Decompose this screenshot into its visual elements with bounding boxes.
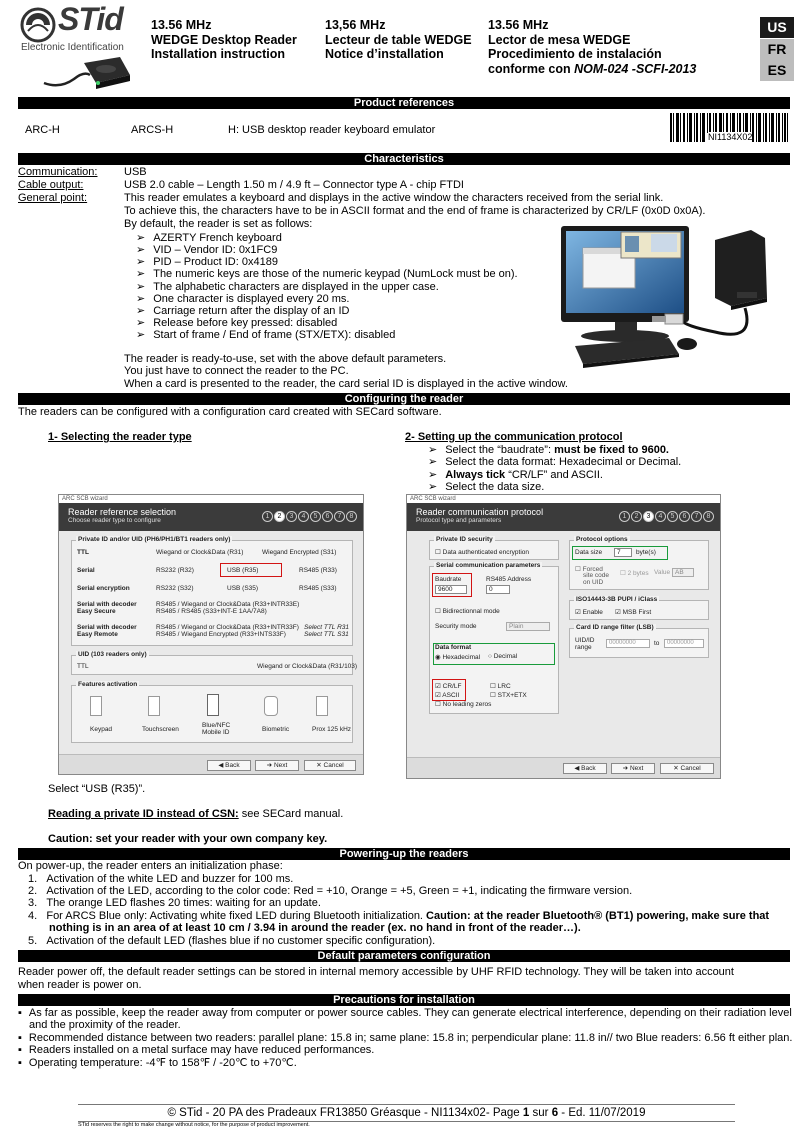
two-bytes-checkbox[interactable]: ☐ 2 bytes — [620, 570, 649, 577]
footer-address: © STid - 20 PA des Pradeaux FR13850 Gréasque - NI1134x02- Page — [167, 1107, 523, 1119]
wizard-step-current[interactable]: 2 — [274, 511, 285, 522]
card-range-title: Card ID range filter (LSB) — [576, 624, 654, 631]
lrc-checkbox[interactable]: ☐ LRC — [490, 683, 511, 690]
wizard1-features-group — [71, 681, 353, 743]
opt-decoder-1a[interactable]: RS485 / Wiegand or Clock&Data (R33+INTR33E) — [156, 601, 300, 608]
general-label: General point: — [18, 192, 88, 204]
header-es-freq: 13.56 MHz — [488, 18, 549, 32]
range-to-input[interactable]: 00000000 — [664, 639, 704, 648]
barcode-text: NI1134X02 — [708, 132, 753, 142]
security-mode-select[interactable]: Plain — [506, 622, 550, 631]
uid-range-label: UID/ID range — [575, 637, 595, 651]
lrc-label: LRC — [497, 683, 511, 690]
powering-step-text: Activation of the white LED and buzzer for 100 ms. — [46, 873, 294, 885]
ascii-label: ASCII — [442, 692, 460, 699]
section-powering: Powering-up the readers — [18, 848, 790, 860]
stid-logo — [20, 1, 132, 53]
private-id-security-title: Private ID security — [436, 536, 493, 543]
next-label: Next — [273, 762, 288, 769]
bidirectional-checkbox[interactable]: ☐ Bidirectionnal mode — [435, 608, 500, 615]
private-id-note — [48, 808, 343, 820]
baudrate-select[interactable]: 9600 — [435, 585, 467, 594]
biometric-icon — [264, 696, 278, 716]
default-setting: ➢ Release before key pressed: disabled — [136, 316, 337, 329]
feature-biometric[interactable]: Biometric — [262, 726, 290, 733]
opt-r33[interactable]: RS485 (R33) — [299, 567, 337, 574]
footer-sur: sur — [529, 1107, 552, 1119]
wizard-step[interactable]: 8 — [703, 511, 714, 522]
opt-r32[interactable]: RS232 (R32) — [156, 567, 194, 574]
footer-disclaimer: STid reserves the right to make change without notice, for the purpose of product improvement. — [78, 1122, 310, 1128]
hex-radio[interactable]: ◉ Hexadecimal — [435, 654, 481, 661]
back-label: Back — [225, 762, 240, 769]
value-label: Value — [654, 569, 671, 576]
enable-checkbox[interactable]: ☑ Enable — [575, 609, 603, 616]
rs485-label: RS485 Address — [486, 576, 532, 583]
next-button[interactable]: ➜ Next — [611, 763, 655, 774]
wizard-step[interactable]: 2 — [631, 511, 642, 522]
pc-reader-illustration — [555, 222, 783, 372]
lang-tab-es[interactable]: ES — [760, 60, 794, 81]
row-serial-encryption: Serial encryption — [77, 585, 130, 592]
default-setting: ➢ The numeric keys are those of the numeric keypad (NumLock must be on). — [136, 267, 518, 280]
footer-text — [78, 1107, 735, 1119]
wizard-communication-protocol — [406, 494, 721, 779]
general-line-1: This reader emulates a keyboard and displays in the active window the characters received from the serial link. — [124, 192, 664, 204]
wizard-step[interactable]: 6 — [679, 511, 690, 522]
wizard1-banner — [59, 503, 363, 531]
wizard-step[interactable]: 7 — [691, 511, 702, 522]
wizard2-button-bar — [407, 757, 721, 779]
wizard-step[interactable]: 6 — [322, 511, 333, 522]
baudrate-label: Baudrate — [435, 576, 462, 583]
feature-prox[interactable]: Prox 125 kHz — [312, 726, 352, 733]
select-ttl-r31: Select TTL R31 — [304, 624, 350, 631]
communication-value: USB — [124, 166, 147, 178]
section-default-params: Default parameters configuration — [18, 950, 790, 962]
wizard-step[interactable]: 7 — [334, 511, 345, 522]
private-id-security-group — [429, 536, 559, 560]
step2-title: 2- Setting up the communication protocol — [405, 431, 623, 443]
row-decoder-1-sub: Easy Secure — [77, 608, 116, 615]
header-es-doc: Procedimiento de instalación — [488, 47, 662, 61]
ready-line-3: When a card is presented to the reader, the card serial ID is displayed in the active window. — [124, 378, 568, 390]
header-fr-product: Lecteur de table WEDGE — [325, 32, 472, 47]
powering-step: 5. Activation of the default LED (flashes blue if no customer specific configuration). — [28, 935, 436, 947]
wizard-step[interactable]: 4 — [298, 511, 309, 522]
default-params-line-1: Reader power off, the default reader settings can be stored in internal memory accessible by UHF RFID technology. They will be taken into account — [18, 966, 734, 978]
caution-note: Caution: set your reader with your own company key. — [48, 833, 328, 845]
serial-params-group — [429, 562, 559, 714]
row-ttl: TTL — [77, 549, 89, 556]
dec-label: Decimal — [493, 653, 518, 660]
powering-step-text: Activation of the LED, according to the color code: Red = +10, Orange = +5, Green = +1, indicating the firmware version. — [46, 885, 633, 897]
powering-step-text: Activation of the default LED (flashes blue if no customer specific configuration). — [46, 935, 436, 947]
step2-always-tick: Always tick — [445, 469, 506, 481]
wizard1-group1-title: Private ID and/or UID (PH6/PH1/BT1 readers only) — [78, 536, 231, 543]
header-french — [325, 18, 472, 62]
section-product-references: Product references — [18, 97, 790, 109]
next-label: Next — [629, 765, 644, 772]
wizard1-group3-title: Features activation — [78, 681, 138, 688]
stx-checkbox[interactable]: ☐ STX+ETX — [490, 692, 527, 699]
card-range-group — [569, 624, 709, 658]
row-decoder-2: Serial with decoder — [77, 624, 137, 631]
powering-step: 4. For ARCS Blue only: Activating white fixed LED during Bluetooth initialization. Caution: at the reader Bluetooth® (BT1) powering, make sure that — [28, 910, 770, 922]
opt-s31[interactable]: Wiegand Encrypted (S31) — [262, 549, 337, 556]
highlight-usb-r35 — [220, 563, 282, 577]
data-size-input[interactable]: 7 — [614, 548, 632, 557]
step2-bullet-format: ➢ Select the data format: Hexadecimal or Decimal. — [428, 455, 681, 468]
general-line-3: By default, the reader is set as follows: — [124, 218, 313, 230]
site-code-label: site code — [583, 572, 610, 579]
wizard-reader-selection — [58, 494, 364, 775]
highlight-baudrate — [432, 573, 472, 597]
data-size-label: Data size — [575, 549, 603, 556]
section-precautions: Precautions for installation — [18, 994, 790, 1006]
footer-total: 6 — [551, 1107, 559, 1119]
cancel-label: Cancel — [323, 762, 344, 769]
wizard2-title: Reader communication protocol — [416, 507, 544, 517]
private-id-note-title: Reading a private ID instead of CSN: — [48, 808, 239, 820]
step2-crlf-text: “CR/LF” and ASCII. — [505, 469, 603, 481]
header-english — [151, 18, 297, 62]
footer-page: 1 — [522, 1107, 530, 1119]
wizard1-button-bar — [59, 754, 364, 775]
ready-line-2: You just have to connect the reader to the PC. — [124, 365, 349, 377]
ascii-checkbox[interactable]: ☑ ASCII — [435, 692, 460, 699]
powering-step: 3. The orange LED flashes 20 times: waiting for an update. — [28, 897, 321, 909]
wizard1-title: Reader reference selection — [68, 507, 177, 517]
default-params-line-2: when reader is power on. — [18, 979, 142, 991]
brand-subtitle: Electronic Identification — [21, 42, 124, 53]
row-uid-ttl: TTL — [77, 663, 89, 670]
wizard1-uid-group — [71, 651, 358, 675]
back-label: Back — [581, 765, 596, 772]
pupi-group — [569, 596, 709, 620]
powering-caution-cont: nothing is in an area of at least 10 cm / 3.94 in around the reader (ex. no hand in front of the reader…). — [49, 922, 581, 934]
ref-description: H: USB desktop reader keyboard emulator — [228, 124, 436, 136]
barcode — [668, 113, 790, 143]
default-setting: ➢ VID – Vendor ID: 0x1FC9 — [136, 243, 277, 256]
lang-tab-us[interactable]: US — [760, 17, 794, 38]
section-configuring: Configuring the reader — [18, 393, 790, 405]
opt-decoder-2a[interactable]: RS485 / Wiegand or Clock&Data (R33+INTR33F) — [156, 624, 299, 631]
lang-tab-fr[interactable]: FR — [760, 39, 794, 60]
row-decoder-2-sub: Easy Remote — [77, 631, 118, 638]
default-setting: ➢ One character is displayed every 20 ms. — [136, 292, 349, 305]
ready-line-1: The reader is ready-to-use, set with the above default parameters. — [124, 353, 447, 365]
header-es-conforme: conforme con — [488, 61, 575, 76]
opt-uid-r31[interactable]: Wiegand or Clock&Data (R31/103) — [257, 663, 358, 670]
no-leading-checkbox[interactable]: ☐ No leading zeros — [435, 701, 492, 708]
default-setting: ➢ The alphabetic characters are displayed in the upper case. — [136, 280, 439, 293]
pupi-title: ISO14443-3B PUPI / iClass — [576, 596, 658, 603]
section-characteristics: Characteristics — [18, 153, 790, 165]
header-spanish — [488, 18, 696, 76]
wizard2-subtitle: Protocol type and parameters — [416, 517, 502, 524]
opt-usb-r35[interactable]: USB (R35) — [227, 567, 259, 574]
row-serial: Serial — [77, 567, 95, 574]
feature-touchscreen[interactable]: Touchscreen — [142, 726, 179, 733]
private-id-note-text: see SECard manual. — [238, 808, 344, 820]
powering-step-text: The orange LED flashes 20 times: waiting for an update. — [46, 897, 321, 909]
stx-label: STX+ETX — [497, 692, 527, 699]
header-en-doc: Installation instruction — [151, 47, 286, 61]
feature-blue-nfc[interactable]: Blue/NFC Mobile ID — [202, 722, 231, 736]
footer-edition: - Ed. 11/07/2019 — [558, 1107, 646, 1119]
touchscreen-icon — [148, 696, 160, 716]
range-from-input[interactable]: 00000000 — [606, 639, 650, 648]
wizard-step[interactable]: 3 — [286, 511, 297, 522]
cancel-button[interactable]: ✕ Cancel — [660, 763, 714, 774]
configuring-intro: The readers can be configured with a configuration card created with SECard software. — [18, 406, 442, 418]
precaution-item: ▪ Readers installed on a metal surface may have reduced performances. — [18, 1044, 374, 1056]
header-es-nom — [488, 62, 696, 77]
protocol-options-title: Protocol options — [576, 536, 628, 543]
powering-step: 1. Activation of the white LED and buzzer for 100 ms. — [28, 873, 294, 885]
opt-decoder-1b[interactable]: RS485 / RS485 (S33+INT-E 1AA/7A8) — [156, 608, 267, 615]
next-button[interactable]: ➜ Next — [255, 760, 299, 771]
enable-label: Enable — [582, 609, 603, 616]
step2-baudrate-value: must be fixed to 9600. — [554, 444, 669, 456]
cable-label: Cable output: — [18, 179, 84, 191]
security-mode-label: Security mode — [435, 623, 477, 630]
wizard1-private-id-group — [71, 536, 353, 646]
data-format-title: Data format — [435, 644, 472, 651]
default-setting: ➢ PID – Product ID: 0x4189 — [136, 255, 278, 268]
wizard-step[interactable]: 4 — [655, 511, 666, 522]
powering-caution: Caution: at the reader Bluetooth® (BT1) powering, make sure that — [426, 910, 770, 922]
reader-product-image — [40, 53, 136, 97]
communication-label: Communication: — [18, 166, 98, 178]
default-setting: ➢ Carriage return after the display of an ID — [136, 304, 349, 317]
value-input[interactable]: AB — [672, 568, 694, 577]
select-usb-note: Select “USB (R35)”. — [48, 783, 146, 795]
ref-arcs-h: ARCS-H — [131, 124, 174, 136]
general-line-2: To achieve this, the characters have to be in ASCII format and the end of frame is characterized by CR/LF (0x0D 0x0A). — [124, 205, 706, 217]
cancel-label: Cancel — [680, 765, 701, 772]
ref-arc-h: ARC-H — [25, 124, 60, 136]
wizard1-group2-title: UID (103 readers only) — [78, 651, 147, 658]
keypad-icon — [90, 696, 102, 716]
select-ttl-s31: Select TTL S31 — [304, 631, 349, 638]
precaution-item: ▪ Recommended distance between two readers: parallel plane: 15.8 in; same plane: 15.8 in; perpendicular plane: 11.8 in// two Blue readers: 6.56 ft either plan. — [18, 1032, 792, 1044]
protocol-options-group — [569, 536, 709, 590]
powering-step-text: For ARCS Blue only: Activating white fixed LED during Bluetooth initialization. — [46, 910, 427, 922]
feature-keypad[interactable]: Keypad — [90, 726, 113, 733]
step2-baudrate-text: Select the “baudrate”: — [445, 444, 555, 456]
wizard-step[interactable]: 8 — [346, 511, 357, 522]
header-en-freq: 13.56 MHz — [151, 18, 212, 32]
wizard1-steps — [262, 511, 357, 522]
two-bytes-label: 2 bytes — [627, 570, 649, 577]
dec-radio[interactable]: ○ Decimal — [488, 653, 518, 660]
opt-s35[interactable]: USB (S35) — [227, 585, 259, 592]
opt-s33[interactable]: RS485 (S33) — [299, 585, 337, 592]
powering-step: 2. Activation of the LED, according to the color code: Red = +10, Orange = +5, Green = +1, indicating the firmware version. — [28, 885, 633, 897]
back-button[interactable]: ◀ Back — [563, 763, 607, 774]
header-fr-doc: Notice d’installation — [325, 47, 444, 61]
wizard-step[interactable]: 1 — [262, 511, 273, 522]
opt-decoder-2b[interactable]: RS485 / Wiegand Encrypted (R33+INTS33F) — [156, 631, 286, 638]
wizard-step[interactable]: 5 — [310, 511, 321, 522]
data-auth-label: Data authenticated encryption — [442, 549, 530, 556]
opt-s32[interactable]: RS232 (S32) — [156, 585, 194, 592]
crlf-checkbox[interactable]: ☑ CR/LF — [435, 683, 462, 690]
header-en-product: WEDGE Desktop Reader — [151, 32, 297, 47]
no-leading-label: No leading zeros — [442, 701, 492, 708]
row-decoder-1: Serial with decoder — [77, 601, 137, 608]
wizard1-window-title: ARC SCB wizard — [59, 495, 363, 503]
cancel-button[interactable]: ✕ Cancel — [304, 760, 356, 771]
crlf-label: CR/LF — [442, 683, 462, 690]
opt-r31[interactable]: Wiegand or Clock&Data (R31) — [156, 549, 244, 556]
bidirectional-label: Bidirectionnal mode — [442, 608, 500, 615]
powering-intro: On power-up, the reader enters an initialization phase: — [18, 860, 283, 872]
brand-name: STid — [58, 1, 123, 37]
default-setting: ➢ Start of frame / End of frame (STX/ETX): disabled — [136, 328, 395, 341]
mobile-id-icon — [207, 694, 219, 716]
hex-label: Hexadecimal — [442, 654, 481, 661]
data-auth-checkbox[interactable]: ☐ Data authenticated encryption — [435, 549, 530, 556]
bytes-label: byte(s) — [636, 549, 656, 556]
default-setting: ➢ AZERTY French keyboard — [136, 231, 282, 244]
precaution-item-cont: and the proximity of the reader. — [29, 1019, 181, 1031]
back-button[interactable]: ◀ Back — [207, 760, 251, 771]
step2-bullet-size: ➢ Select the data size. — [428, 480, 544, 493]
msb-first-label: MSB First — [622, 609, 652, 616]
header-es-product: Lector de mesa WEDGE — [488, 32, 631, 47]
header-es-norm: NOM-024 -SCFI-2013 — [574, 61, 697, 76]
footer-rule — [78, 1104, 735, 1105]
wizard2-steps — [619, 511, 714, 522]
wizard-step-current[interactable]: 3 — [643, 511, 654, 522]
wizard-step[interactable]: 5 — [667, 511, 678, 522]
precaution-item: ▪ Operating temperature: -4℉ to 158℉ / -20℃ to +70℃. — [18, 1056, 297, 1069]
header-fr-freq: 13,56 MHz — [325, 18, 386, 32]
range-to-label: to — [654, 640, 660, 647]
wizard-step[interactable]: 1 — [619, 511, 630, 522]
step1-title: 1- Selecting the reader type — [48, 431, 192, 443]
wizard2-window-title: ARC SCB wizard — [407, 495, 720, 503]
prox-icon — [316, 696, 328, 716]
forced-label: Forced — [582, 566, 603, 573]
wizard2-banner — [407, 503, 720, 531]
msb-first-checkbox[interactable]: ☑ MSB First — [615, 609, 652, 616]
forced-site-code-checkbox[interactable]: ☐ Forced — [575, 566, 603, 573]
precaution-item: ▪ As far as possible, keep the reader away from computer or power source cables. They can generate electrical interference, depending on their radiation level — [18, 1007, 792, 1019]
on-uid-label: on UID — [583, 579, 604, 586]
rs485-input[interactable]: 0 — [486, 585, 510, 594]
serial-params-title: Serial communication parameters — [436, 562, 541, 569]
cable-value: USB 2.0 cable – Length 1.50 m / 4.9 ft – Connector type A - chip FTDI — [124, 179, 464, 191]
wizard1-subtitle: Choose reader type to configure — [68, 517, 161, 524]
